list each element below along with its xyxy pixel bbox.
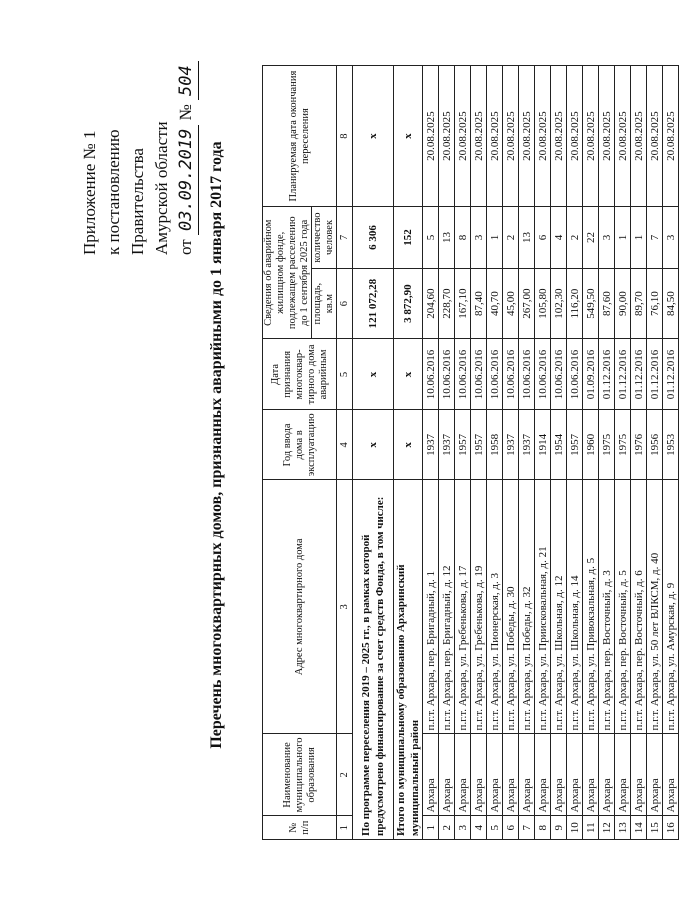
program-year: x (353, 410, 394, 480)
cell-address: п.г.т. Архара, ул. Победы, д. 30 (503, 480, 519, 734)
cell-year: 1937 (519, 410, 535, 480)
cell-address: п.г.т. Архара, пер. Восточный, д. 5 (615, 480, 631, 734)
column-index-cell: 3 (337, 480, 353, 734)
cell-area: 167,10 (455, 268, 471, 339)
cell-year: 1953 (663, 410, 679, 480)
cell-people: 1 (631, 207, 647, 269)
cell-planned: 20.08.2025 (471, 66, 487, 207)
cell-num: 13 (615, 816, 631, 840)
cell-num: 14 (631, 816, 647, 840)
cell-address: п.г.т. Архара, пер. Бригадный, д. 12 (439, 480, 455, 734)
houses-table (262, 65, 679, 840)
table-row (599, 66, 615, 840)
cell-people: 2 (567, 207, 583, 269)
appendix-line-1: Приложение № 1 (80, 130, 99, 255)
number-prefix: № (176, 104, 195, 121)
cell-area: 228,70 (439, 268, 455, 339)
cell-area: 89,70 (631, 268, 647, 339)
cell-date-recognized: 10.06.2016 (551, 339, 567, 410)
cell-area: 267,00 (519, 268, 535, 339)
table-row (455, 66, 471, 840)
column-index-cell: 1 (337, 816, 353, 840)
table-row (487, 66, 503, 840)
cell-address: п.г.т. Архара, ул. 50 лет ВЛКСМ, д. 40 (647, 480, 663, 734)
cell-area: 87,60 (599, 268, 615, 339)
header-num: № п/п (263, 816, 337, 840)
cell-area: 40,70 (487, 268, 503, 339)
table-row (583, 66, 599, 840)
cell-address: п.г.т. Архара, ул. Гребенькова, д. 17 (455, 480, 471, 734)
cell-area: 549,50 (583, 268, 599, 339)
cell-planned: 20.08.2025 (455, 66, 471, 207)
cell-num: 3 (455, 816, 471, 840)
cell-date-recognized: 10.06.2016 (567, 339, 583, 410)
cell-address: п.г.т. Архара, ул. Привокзальная, д. 5 (583, 480, 599, 734)
cell-area: 102,30 (551, 268, 567, 339)
cell-num: 6 (503, 816, 519, 840)
page-title: Перечень многоквартирных домов, признанных аварийными до 1 января 2017 года (208, 141, 225, 749)
table-row (471, 66, 487, 840)
cell-planned: 20.08.2025 (583, 66, 599, 207)
header-area: площадь, кв.м (312, 268, 337, 339)
cell-municipality: Архара (551, 734, 567, 816)
cell-year: 1957 (567, 410, 583, 480)
cell-date-recognized: 10.06.2016 (503, 339, 519, 410)
cell-people: 13 (439, 207, 455, 269)
column-index-cell: 2 (337, 734, 353, 816)
column-index-row (337, 66, 353, 840)
cell-people: 1 (615, 207, 631, 269)
cell-area: 87,40 (471, 268, 487, 339)
cell-address: п.г.т. Архара, ул. Школьная, д. 14 (567, 480, 583, 734)
cell-municipality: Архара (439, 734, 455, 816)
total-row (394, 66, 423, 840)
cell-planned: 20.08.2025 (503, 66, 519, 207)
cell-people: 3 (471, 207, 487, 269)
cell-people: 7 (647, 207, 663, 269)
cell-year: 1958 (487, 410, 503, 480)
cell-planned: 20.08.2025 (615, 66, 631, 207)
cell-year: 1975 (599, 410, 615, 480)
cell-area: 76,10 (647, 268, 663, 339)
cell-num: 10 (567, 816, 583, 840)
cell-people: 6 (535, 207, 551, 269)
cell-municipality: Архара (663, 734, 679, 816)
cell-date-recognized: 01.12.2016 (615, 339, 631, 410)
cell-num: 16 (663, 816, 679, 840)
cell-planned: 20.08.2025 (567, 66, 583, 207)
cell-num: 9 (551, 816, 567, 840)
total-people: 152 (394, 207, 423, 269)
cell-date-recognized: 10.06.2016 (471, 339, 487, 410)
cell-people: 4 (551, 207, 567, 269)
cell-address: п.г.т. Архара, пер. Восточный, д. 3 (599, 480, 615, 734)
header-planned: Планируемая дата окончания переселения (263, 66, 337, 207)
column-index-cell: 6 (337, 268, 353, 339)
table-row (551, 66, 567, 840)
cell-year: 1914 (535, 410, 551, 480)
cell-year: 1937 (423, 410, 439, 480)
header-municipality: Наименование муниципального образования (263, 734, 337, 816)
table-row (567, 66, 583, 840)
cell-municipality: Архара (599, 734, 615, 816)
program-date: x (353, 339, 394, 410)
resolution-number: 504 (174, 61, 199, 100)
cell-address: п.г.т. Архара, ул. Победы, д. 32 (519, 480, 535, 734)
resolution-date: 03.09.2019 (174, 125, 199, 235)
cell-area: 84,50 (663, 268, 679, 339)
cell-date-recognized: 10.06.2016 (535, 339, 551, 410)
cell-municipality: Архара (535, 734, 551, 816)
cell-date-recognized: 10.06.2016 (439, 339, 455, 410)
cell-address: п.г.т. Архара, ул. Приисковальная, д. 21 (535, 480, 551, 734)
table-row (615, 66, 631, 840)
program-people: 6 306 (353, 207, 394, 269)
header-date-recognized: Дата признания многоквар-тирного дома аварийным (263, 339, 337, 410)
cell-planned: 20.08.2025 (439, 66, 455, 207)
column-index-cell: 8 (337, 66, 353, 207)
cell-planned: 20.08.2025 (631, 66, 647, 207)
cell-municipality: Архара (631, 734, 647, 816)
program-label: По программе переселения 2019 – 2025 гг., в рамках которой предусмотрено финансирование за счет средств Фонда, в том числе: (353, 480, 394, 840)
table-row (423, 66, 439, 840)
cell-planned: 20.08.2025 (647, 66, 663, 207)
cell-num: 2 (439, 816, 455, 840)
total-date: x (394, 339, 423, 410)
cell-date-recognized: 01.12.2016 (647, 339, 663, 410)
cell-area: 45,00 (503, 268, 519, 339)
cell-planned: 20.08.2025 (663, 66, 679, 207)
cell-people: 2 (503, 207, 519, 269)
cell-people: 3 (663, 207, 679, 269)
appendix-date-line (174, 35, 199, 255)
cell-year: 1956 (647, 410, 663, 480)
cell-year: 1957 (455, 410, 471, 480)
cell-num: 5 (487, 816, 503, 840)
cell-num: 4 (471, 816, 487, 840)
column-index-cell: 4 (337, 410, 353, 480)
cell-municipality: Архара (471, 734, 487, 816)
cell-year: 1954 (551, 410, 567, 480)
appendix-line-2: к постановлению Правительства (104, 129, 147, 255)
cell-address: п.г.т. Архара, ул. Амурская, д. 9 (663, 480, 679, 734)
cell-address: п.г.т. Архара, ул. Пионерская, д. 3 (487, 480, 503, 734)
total-area: 3 872,90 (394, 268, 423, 339)
table-row (631, 66, 647, 840)
total-planned: x (394, 66, 423, 207)
cell-year: 1960 (583, 410, 599, 480)
cell-municipality: Архара (455, 734, 471, 816)
cell-area: 204,60 (423, 268, 439, 339)
cell-year: 1976 (631, 410, 647, 480)
cell-planned: 20.08.2025 (519, 66, 535, 207)
program-row (353, 66, 394, 840)
cell-municipality: Архара (567, 734, 583, 816)
cell-people: 1 (487, 207, 503, 269)
cell-year: 1957 (471, 410, 487, 480)
total-year: x (394, 410, 423, 480)
cell-date-recognized: 10.06.2016 (487, 339, 503, 410)
cell-municipality: Архара (647, 734, 663, 816)
cell-municipality: Архара (519, 734, 535, 816)
cell-planned: 20.08.2025 (551, 66, 567, 207)
cell-date-recognized: 01.12.2016 (599, 339, 615, 410)
cell-address: п.г.т. Архара, ул. Школьная, д. 12 (551, 480, 567, 734)
cell-people: 22 (583, 207, 599, 269)
column-index-cell: 5 (337, 339, 353, 410)
cell-planned: 20.08.2025 (599, 66, 615, 207)
cell-year: 1975 (615, 410, 631, 480)
cell-num: 7 (519, 816, 535, 840)
cell-num: 8 (535, 816, 551, 840)
cell-date-recognized: 01.12.2016 (663, 339, 679, 410)
cell-address: п.г.т. Архара, ул. Гребенькова, д. 19 (471, 480, 487, 734)
date-prefix: от (176, 239, 195, 255)
table-row (647, 66, 663, 840)
cell-area: 90,00 (615, 268, 631, 339)
cell-people: 8 (455, 207, 471, 269)
appendix-block (78, 35, 199, 255)
cell-planned: 20.08.2025 (423, 66, 439, 207)
cell-area: 105,80 (535, 268, 551, 339)
cell-address: п.г.т. Архара, пер. Бригадный, д. 1 (423, 480, 439, 734)
cell-municipality: Архара (423, 734, 439, 816)
program-area: 121 072,28 (353, 268, 394, 339)
cell-date-recognized: 10.06.2016 (455, 339, 471, 410)
cell-area: 116,20 (567, 268, 583, 339)
cell-num: 1 (423, 816, 439, 840)
table-row (535, 66, 551, 840)
cell-date-recognized: 10.06.2016 (519, 339, 535, 410)
table-row (663, 66, 679, 840)
header-people: количество человек (312, 207, 337, 269)
cell-municipality: Архара (583, 734, 599, 816)
cell-people: 3 (599, 207, 615, 269)
cell-date-recognized: 01.09.2016 (583, 339, 599, 410)
cell-date-recognized: 10.06.2016 (423, 339, 439, 410)
cell-num: 12 (599, 816, 615, 840)
total-label: Итого по муниципальному образованию Архаринский муниципальный район (394, 480, 423, 840)
cell-num: 11 (583, 816, 599, 840)
header-year: Год ввода дома в эксплуатацию (263, 410, 337, 480)
table-row (519, 66, 535, 840)
program-planned: x (353, 66, 394, 207)
cell-planned: 20.08.2025 (535, 66, 551, 207)
cell-municipality: Архара (503, 734, 519, 816)
header-address: Адрес многоквартирного дома (263, 480, 337, 734)
cell-people: 5 (423, 207, 439, 269)
cell-address: п.г.т. Архара, пер. Восточный, д. 6 (631, 480, 647, 734)
appendix-line-3: Амурской области (152, 121, 171, 255)
cell-date-recognized: 01.12.2016 (631, 339, 647, 410)
cell-municipality: Архара (615, 734, 631, 816)
cell-planned: 20.08.2025 (487, 66, 503, 207)
table-row (503, 66, 519, 840)
cell-year: 1937 (503, 410, 519, 480)
header-info: Сведения об аварийном жилищном фонде, подлежащем расселению до 1 сентября 2025 года (263, 207, 312, 339)
cell-municipality: Архара (487, 734, 503, 816)
cell-people: 13 (519, 207, 535, 269)
cell-year: 1937 (439, 410, 455, 480)
column-index-cell: 7 (337, 207, 353, 269)
cell-num: 15 (647, 816, 663, 840)
table-row (439, 66, 455, 840)
